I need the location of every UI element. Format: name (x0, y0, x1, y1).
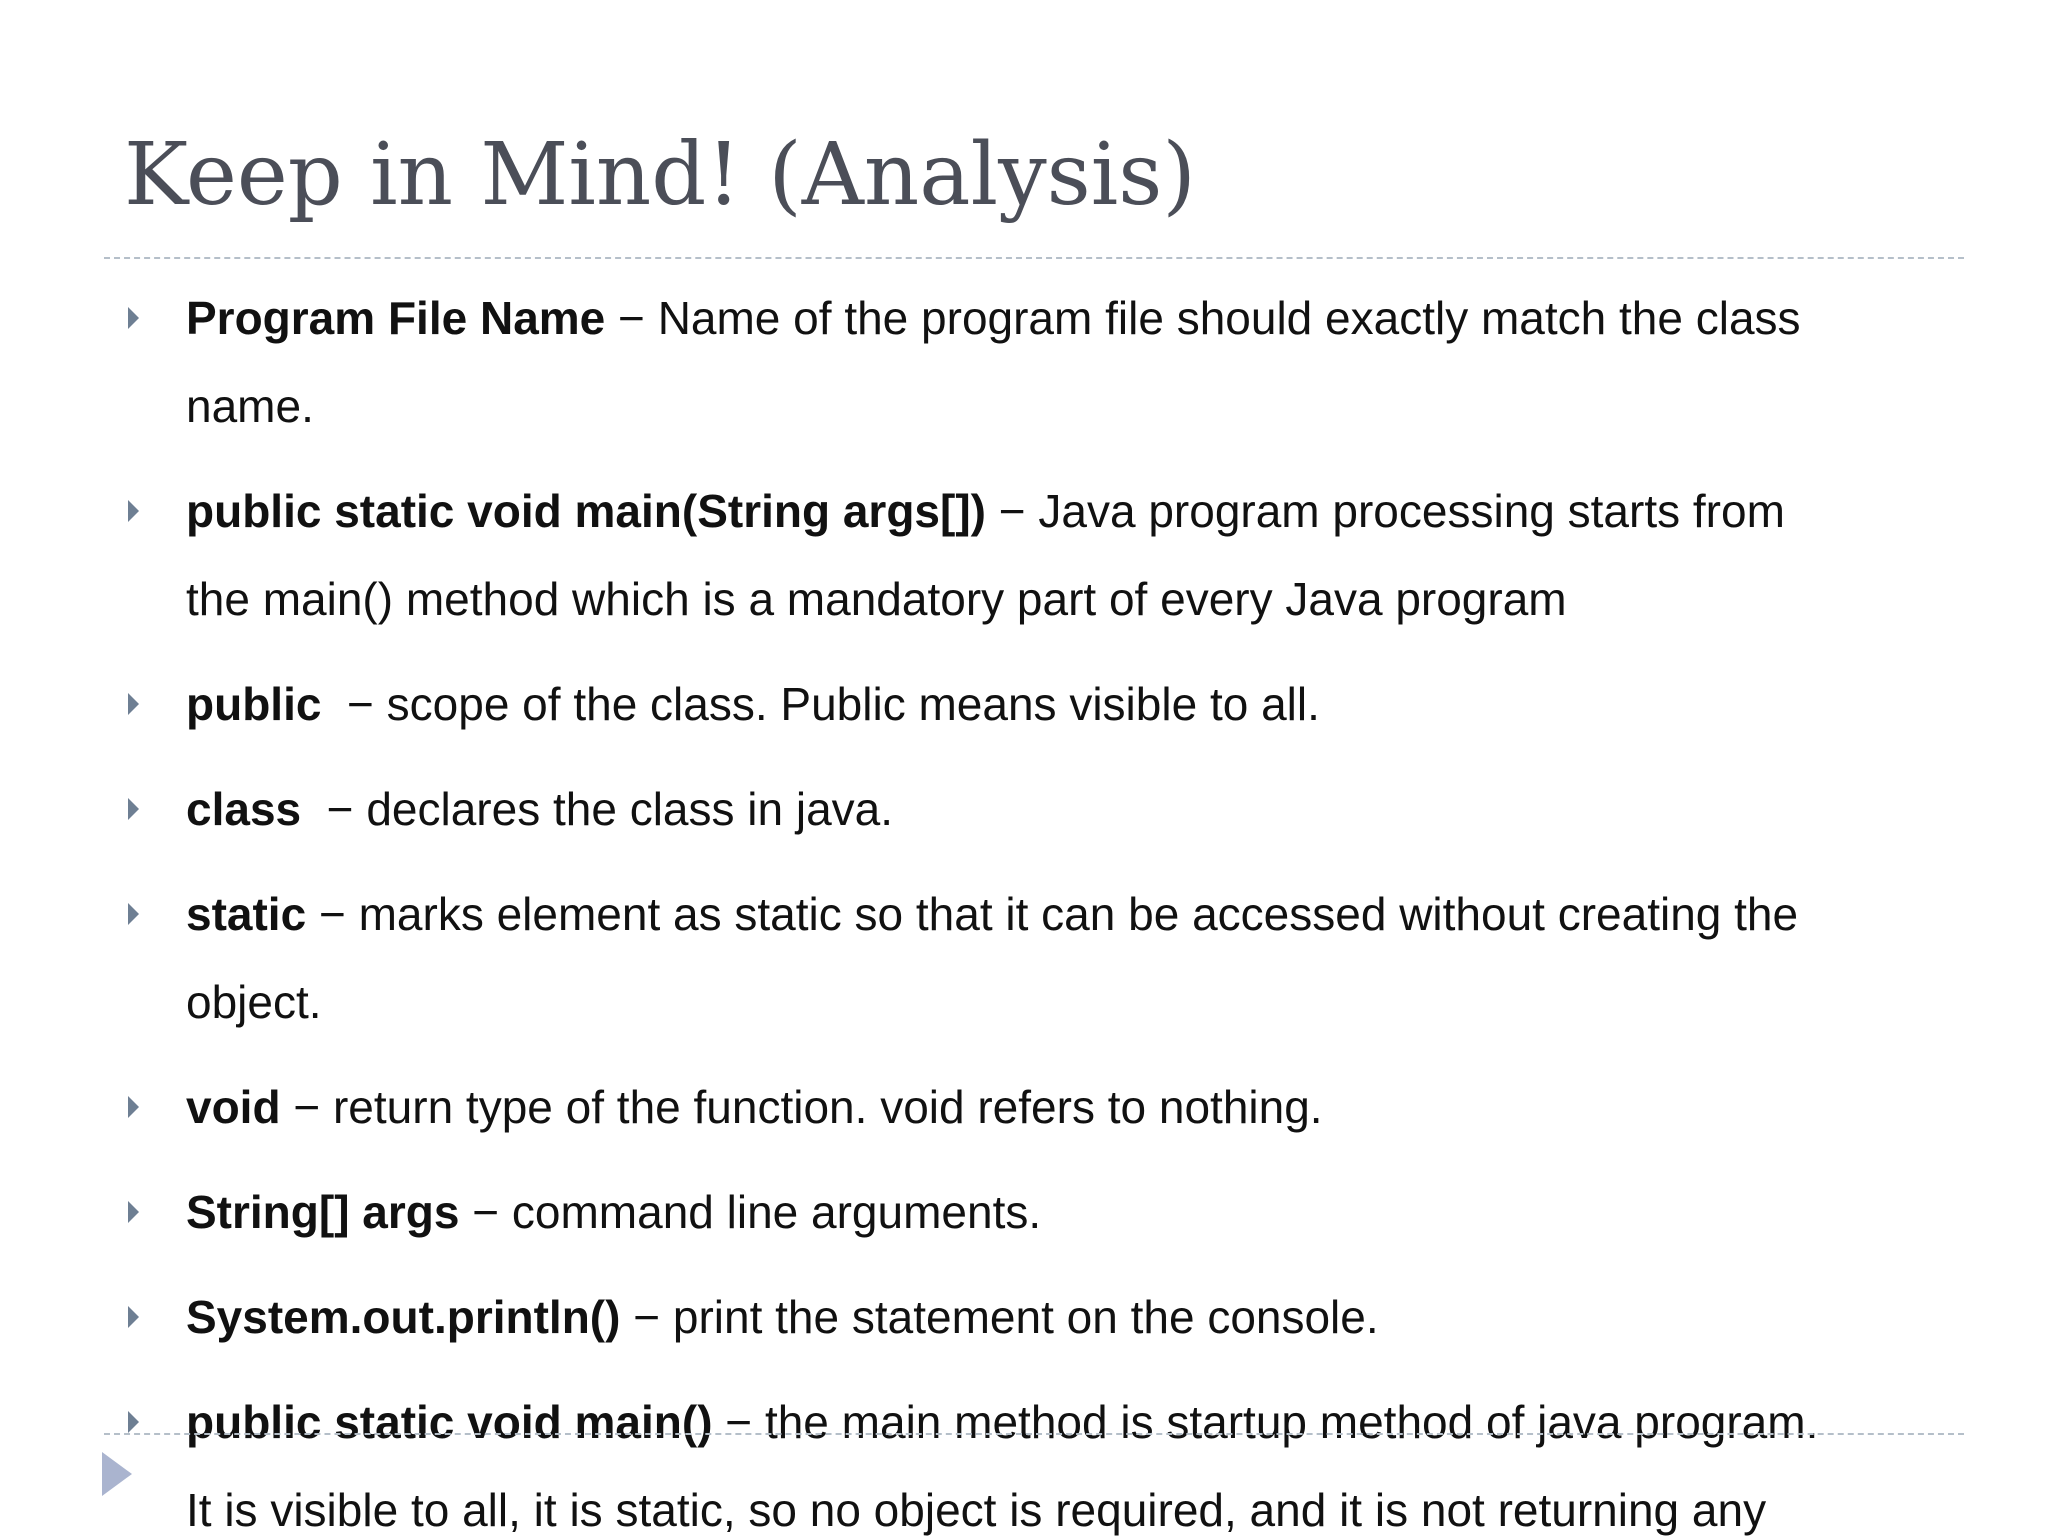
slide-corner-arrow-icon (102, 1452, 132, 1496)
bullet-term: void (186, 1081, 281, 1133)
bullet-text (186, 1378, 1926, 1536)
bullet-term: Program File Name (186, 292, 606, 344)
bullet-continuation: the main() method which is a mandatory part of every Java program (186, 573, 1567, 625)
bullet-term: String[] args (186, 1186, 460, 1238)
bullet-description: − print the statement on the console. (620, 1291, 1379, 1343)
bullet-continuation: name. (186, 380, 314, 432)
bullet-text (186, 1063, 1926, 1151)
bullet-arrow-icon (128, 903, 139, 925)
slide-title: Keep in Mind! (Analysis) (124, 125, 1196, 225)
bullet-continuation: It is visible to all, it is static, so no object is required, and it is not returning any (186, 1484, 1767, 1536)
bullet-text (186, 274, 1926, 450)
bullet-text (186, 870, 1926, 1046)
bullet-arrow-icon (128, 1411, 139, 1433)
bullet-continuation: object. (186, 976, 322, 1028)
bullet-description: − Name of the program file should exactly match the class (605, 292, 1801, 344)
bullet-term: static (186, 888, 307, 940)
bullet-text (186, 1273, 1926, 1361)
title-divider (104, 257, 1964, 259)
bullet-arrow-icon (128, 1306, 139, 1328)
bullet-description: − marks element as static so that it can be accessed without creating the (306, 888, 1799, 940)
bullet-text (186, 660, 1926, 748)
bullet-arrow-icon (128, 1201, 139, 1223)
bullet-arrow-icon (128, 798, 139, 820)
bullet-description: − return type of the function. void refers to nothing. (280, 1081, 1323, 1133)
bullet-text (186, 1168, 1926, 1256)
bullet-term: public (186, 678, 322, 730)
bullet-description: − declares the class in java. (301, 783, 894, 835)
bullet-arrow-icon (128, 693, 139, 715)
bullet-term: System.out.println() (186, 1291, 621, 1343)
bullet-text (186, 467, 1926, 643)
bullet-text (186, 765, 1926, 853)
bullet-arrow-icon (128, 1096, 139, 1118)
bullet-description: − the main method is startup method of java program. (712, 1396, 1819, 1448)
bullet-description: − command line arguments. (459, 1186, 1042, 1238)
bullet-description: − scope of the class. Public means visible to all. (321, 678, 1320, 730)
bullet-term: public static void main(String args[]) (186, 485, 986, 537)
footer-divider (104, 1433, 1964, 1435)
bullet-term: public static void main() (186, 1396, 713, 1448)
bullet-description: − Java program processing starts from (985, 485, 1785, 537)
bullet-term: class (186, 783, 302, 835)
bullet-arrow-icon (128, 500, 139, 522)
bullet-arrow-icon (128, 307, 139, 329)
